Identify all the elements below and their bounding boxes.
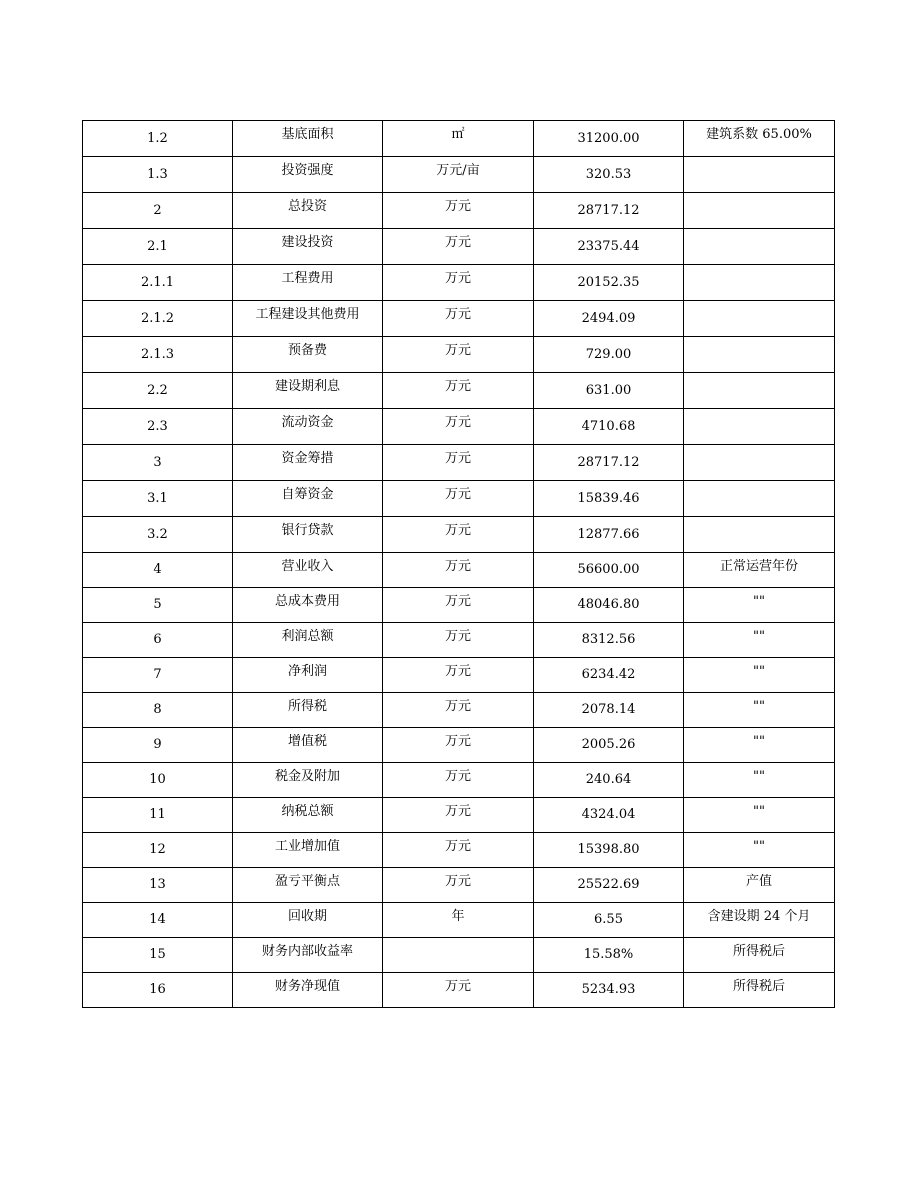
table-row	[83, 409, 835, 445]
cell-note	[684, 409, 835, 445]
table-row	[83, 265, 835, 301]
cell-item: 工程建设其他费用	[233, 301, 383, 337]
cell-value: 15839.46	[534, 481, 684, 517]
table-row	[83, 868, 835, 903]
cell-note	[684, 301, 835, 337]
cell-no: 2.1.3	[83, 337, 233, 373]
cell-item: 资金筹措	[233, 445, 383, 481]
cell-item: 预备费	[233, 337, 383, 373]
cell-value: 4324.04	[534, 798, 684, 833]
cell-no: 2.1.2	[83, 301, 233, 337]
cell-value: 23375.44	[534, 229, 684, 265]
cell-unit: 万元	[383, 229, 534, 265]
cell-note: ""	[684, 833, 835, 868]
cell-item: 银行贷款	[233, 517, 383, 553]
cell-no: 13	[83, 868, 233, 903]
cell-item: 自筹资金	[233, 481, 383, 517]
cell-value: 6.55	[534, 903, 684, 938]
cell-unit: 万元	[383, 623, 534, 658]
cell-value: 25522.69	[534, 868, 684, 903]
cell-no: 10	[83, 763, 233, 798]
table-row	[83, 833, 835, 868]
cell-unit: 万元	[383, 973, 534, 1008]
cell-value: 28717.12	[534, 445, 684, 481]
cell-value: 56600.00	[534, 553, 684, 588]
cell-item: 盈亏平衡点	[233, 868, 383, 903]
cell-unit: 万元	[383, 798, 534, 833]
cell-item: 建设投资	[233, 229, 383, 265]
cell-note	[684, 193, 835, 229]
cell-note: ""	[684, 728, 835, 763]
cell-note	[684, 445, 835, 481]
cell-note: ""	[684, 588, 835, 623]
cell-item: 投资强度	[233, 157, 383, 193]
table-row	[83, 623, 835, 658]
cell-unit	[383, 938, 534, 973]
cell-no: 2	[83, 193, 233, 229]
table-row	[83, 728, 835, 763]
cell-unit: 万元	[383, 693, 534, 728]
cell-no: 3.2	[83, 517, 233, 553]
table-row	[83, 157, 835, 193]
cell-value: 15.58%	[534, 938, 684, 973]
table-row	[83, 481, 835, 517]
cell-unit: 万元	[383, 833, 534, 868]
cell-value: 5234.93	[534, 973, 684, 1008]
table-row	[83, 517, 835, 553]
table-row	[83, 445, 835, 481]
cell-unit: 万元	[383, 728, 534, 763]
cell-note	[684, 157, 835, 193]
cell-no: 5	[83, 588, 233, 623]
cell-no: 15	[83, 938, 233, 973]
cell-item: 回收期	[233, 903, 383, 938]
cell-value: 631.00	[534, 373, 684, 409]
cell-value: 2005.26	[534, 728, 684, 763]
cell-no: 2.2	[83, 373, 233, 409]
table-row	[83, 938, 835, 973]
cell-no: 1.3	[83, 157, 233, 193]
table-row	[83, 658, 835, 693]
cell-value: 2078.14	[534, 693, 684, 728]
cell-value: 48046.80	[534, 588, 684, 623]
cell-unit: 年	[383, 903, 534, 938]
cell-item: 总投资	[233, 193, 383, 229]
cell-note: ""	[684, 693, 835, 728]
cell-unit: 万元	[383, 337, 534, 373]
cell-no: 3	[83, 445, 233, 481]
cell-no: 2.3	[83, 409, 233, 445]
cell-no: 11	[83, 798, 233, 833]
cell-unit: 万元	[383, 763, 534, 798]
cell-no: 14	[83, 903, 233, 938]
cell-value: 240.64	[534, 763, 684, 798]
table-body	[83, 121, 835, 1008]
cell-item: 财务净现值	[233, 973, 383, 1008]
table-row	[83, 973, 835, 1008]
cell-item: 净利润	[233, 658, 383, 693]
cell-unit: ㎡	[383, 121, 534, 157]
table-row	[83, 903, 835, 938]
cell-unit: 万元	[383, 265, 534, 301]
cell-no: 7	[83, 658, 233, 693]
cell-value: 2494.09	[534, 301, 684, 337]
table-row	[83, 337, 835, 373]
cell-unit: 万元	[383, 373, 534, 409]
cell-unit: 万元	[383, 481, 534, 517]
cell-item: 基底面积	[233, 121, 383, 157]
cell-value: 28717.12	[534, 193, 684, 229]
cell-note	[684, 517, 835, 553]
cell-unit: 万元	[383, 588, 534, 623]
cell-value: 15398.80	[534, 833, 684, 868]
table-row	[83, 553, 835, 588]
cell-no: 9	[83, 728, 233, 763]
table-row	[83, 121, 835, 157]
cell-value: 4710.68	[534, 409, 684, 445]
cell-note	[684, 229, 835, 265]
cell-item: 流动资金	[233, 409, 383, 445]
table-row	[83, 373, 835, 409]
cell-unit: 万元/亩	[383, 157, 534, 193]
cell-no: 16	[83, 973, 233, 1008]
cell-item: 财务内部收益率	[233, 938, 383, 973]
cell-item: 增值税	[233, 728, 383, 763]
cell-unit: 万元	[383, 868, 534, 903]
cell-value: 6234.42	[534, 658, 684, 693]
cell-no: 2.1.1	[83, 265, 233, 301]
cell-note	[684, 265, 835, 301]
cell-value: 729.00	[534, 337, 684, 373]
cell-no: 8	[83, 693, 233, 728]
cell-value: 31200.00	[534, 121, 684, 157]
cell-unit: 万元	[383, 553, 534, 588]
cell-unit: 万元	[383, 517, 534, 553]
table-row	[83, 193, 835, 229]
cell-note: 所得税后	[684, 973, 835, 1008]
cell-note: 所得税后	[684, 938, 835, 973]
cell-value: 8312.56	[534, 623, 684, 658]
cell-item: 税金及附加	[233, 763, 383, 798]
financial-indicator-table	[82, 120, 835, 1008]
cell-no: 1.2	[83, 121, 233, 157]
cell-unit: 万元	[383, 301, 534, 337]
cell-item: 工业增加值	[233, 833, 383, 868]
cell-note	[684, 481, 835, 517]
cell-item: 营业收入	[233, 553, 383, 588]
cell-value: 12877.66	[534, 517, 684, 553]
table-row	[83, 693, 835, 728]
cell-item: 建设期利息	[233, 373, 383, 409]
cell-note: ""	[684, 763, 835, 798]
cell-item: 总成本费用	[233, 588, 383, 623]
table-row	[83, 763, 835, 798]
cell-item: 所得税	[233, 693, 383, 728]
cell-item: 工程费用	[233, 265, 383, 301]
cell-note: 含建设期 24 个月	[684, 903, 835, 938]
cell-no: 2.1	[83, 229, 233, 265]
cell-note	[684, 337, 835, 373]
cell-no: 6	[83, 623, 233, 658]
cell-no: 12	[83, 833, 233, 868]
cell-unit: 万元	[383, 409, 534, 445]
cell-note: 正常运营年份	[684, 553, 835, 588]
cell-note: ""	[684, 658, 835, 693]
cell-item: 纳税总额	[233, 798, 383, 833]
cell-item: 利润总额	[233, 623, 383, 658]
cell-note: ""	[684, 798, 835, 833]
table-row	[83, 229, 835, 265]
cell-note	[684, 373, 835, 409]
cell-note: ""	[684, 623, 835, 658]
cell-note: 产值	[684, 868, 835, 903]
cell-no: 4	[83, 553, 233, 588]
table-row	[83, 798, 835, 833]
cell-unit: 万元	[383, 445, 534, 481]
cell-unit: 万元	[383, 193, 534, 229]
table-row	[83, 588, 835, 623]
cell-no: 3.1	[83, 481, 233, 517]
cell-unit: 万元	[383, 658, 534, 693]
table-row	[83, 301, 835, 337]
cell-note: 建筑系数 65.00%	[684, 121, 835, 157]
cell-value: 20152.35	[534, 265, 684, 301]
cell-value: 320.53	[534, 157, 684, 193]
